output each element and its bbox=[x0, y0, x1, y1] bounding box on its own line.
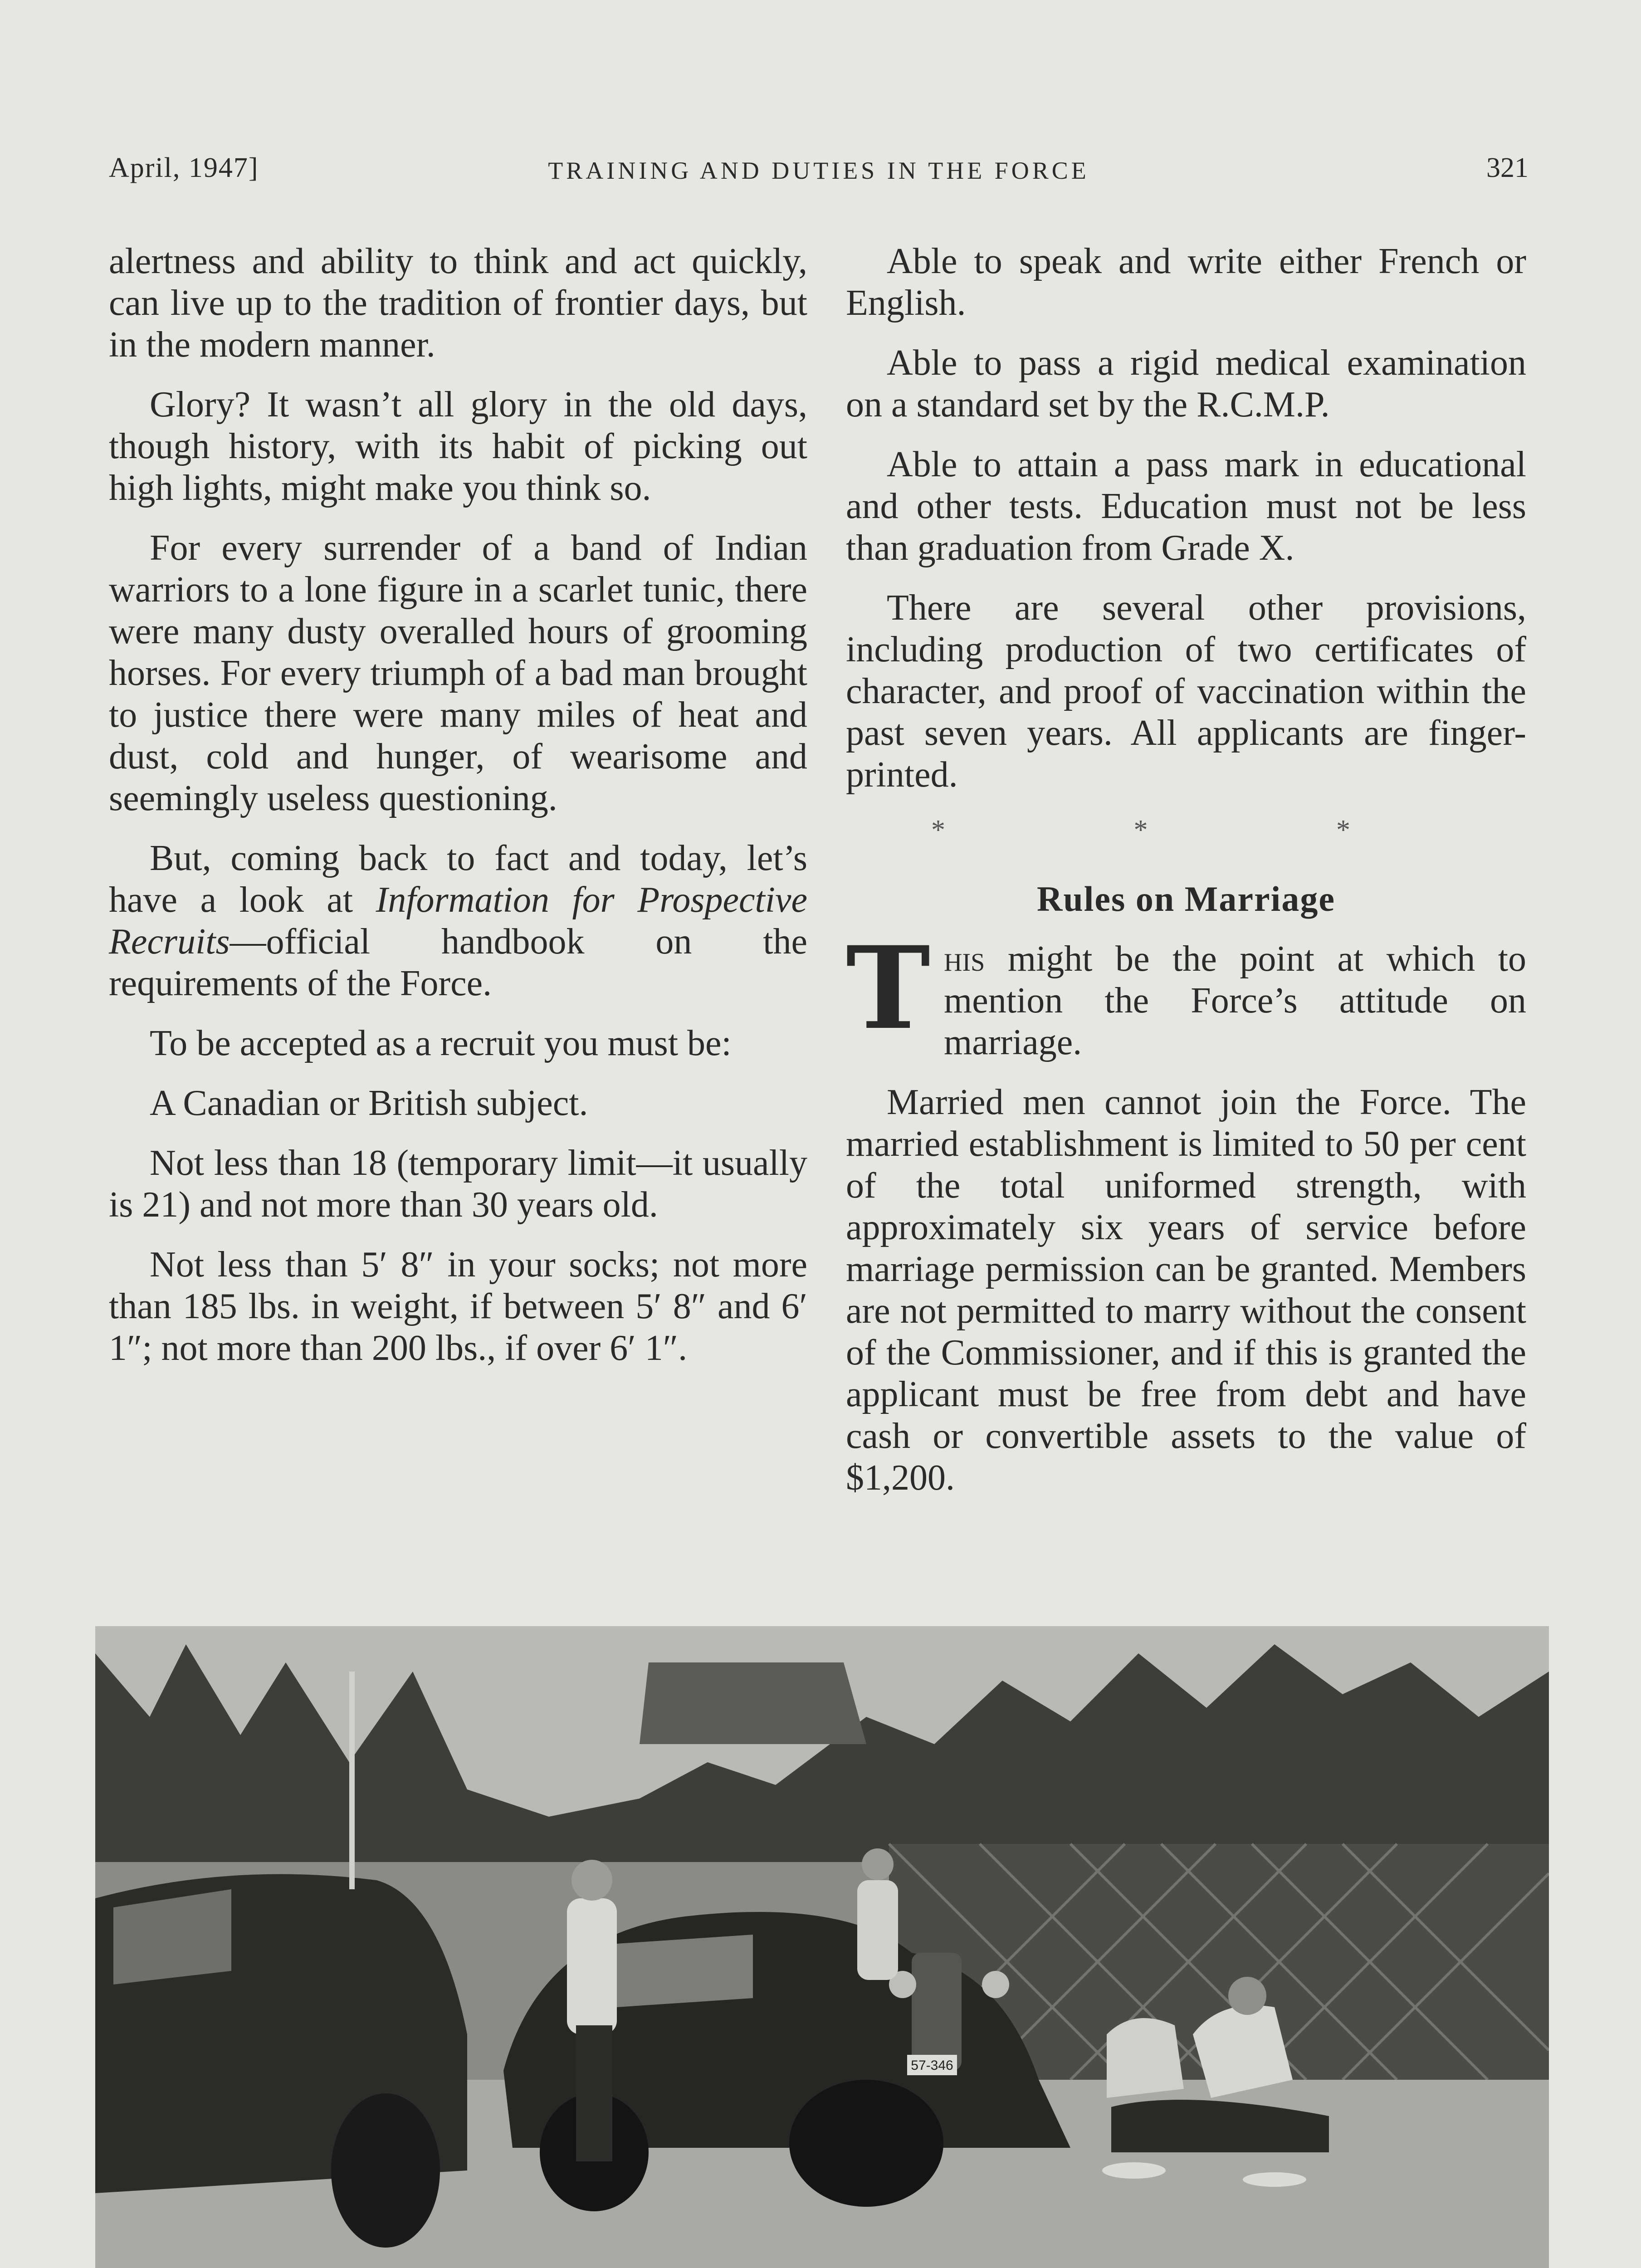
issue-date: April, 1947] bbox=[109, 152, 259, 183]
license-plate: 57-346 bbox=[911, 2058, 953, 2073]
paragraph: Married men cannot join the Force. The married establishment is limited to 50 per cent of the total uniformed strength, with approximately six years of service before marriage permission can be granted. Members are not permitted to marry without the consent of the Commissioner, and if this is granted the applicant must be free from debt and have cash or convertible assets to the value of $1,200. bbox=[846, 1082, 1526, 1498]
paragraph: Able to pass a rigid medical examination on a standard set by the R.C.M.P. bbox=[846, 343, 1526, 425]
paragraph bbox=[109, 837, 807, 1004]
text-run: his bbox=[944, 939, 985, 979]
training-photo bbox=[95, 1626, 1549, 2268]
photo-illustration bbox=[95, 1626, 1549, 2268]
text-run: might be the point at which to mention the Force’s attitude on marriage. bbox=[944, 939, 1526, 1062]
paragraph: Not less than 5′ 8″ in your socks; not more than 185 lbs. in weight, if between 5′ 8″ and 6′ 1″; not more than 200 lbs., if over 6′ 1″. bbox=[109, 1245, 807, 1368]
paragraph: Able to speak and write either French or English. bbox=[846, 241, 1526, 323]
running-header bbox=[109, 152, 1529, 202]
page-number: 321 bbox=[1486, 152, 1529, 183]
paragraph: alertness and ability to think and act quickly, can live up to the tradition of frontier days, but in the modern manner. bbox=[109, 241, 807, 365]
drop-cap: T bbox=[846, 921, 931, 1055]
text-run: But, coming back to fact and today, let’s have a look at bbox=[109, 838, 807, 920]
paragraph: To be accepted as a recruit you must be: bbox=[150, 1023, 732, 1063]
paragraph bbox=[846, 921, 1526, 1063]
running-title: TRAINING AND DUTIES IN THE FORCE bbox=[548, 157, 1089, 184]
paragraph: Able to attain a pass mark in educational and other tests. Education must not be less than graduation from Grade X. bbox=[846, 445, 1526, 568]
paragraph: Not less than 18 (temporary limit—it usually is 21) and not more than 30 years old. bbox=[109, 1143, 807, 1225]
text-run: —official handbook on the requirements of the Force. bbox=[109, 922, 807, 1003]
left-column bbox=[109, 240, 807, 1387]
section-break: * * * bbox=[931, 815, 1441, 846]
paragraph: A Canadian or British subject. bbox=[150, 1083, 588, 1123]
paragraph: For every surrender of a band of Indian warriors to a lone figure in a scarlet tunic, there were many dusty overalled hours of grooming horses. For every triumph of a bad man brought to justice there were many miles of heat and dust, cold and hunger, of wearisome and seemingly useless questioning. bbox=[109, 528, 807, 818]
paragraph: There are several other provisions, including production of two certificates of character, and proof of vaccination within the past seven years. All applicants are finger-printed. bbox=[846, 588, 1526, 795]
paragraph: Glory? It wasn’t all glory in the old days, though history, with its habit of picking out high lights, might make you think so. bbox=[109, 385, 807, 508]
handbook-title: Information for Prospective Recruits bbox=[109, 880, 807, 962]
section-heading: Rules on Marriage bbox=[1037, 879, 1335, 919]
right-column bbox=[846, 240, 1526, 1517]
